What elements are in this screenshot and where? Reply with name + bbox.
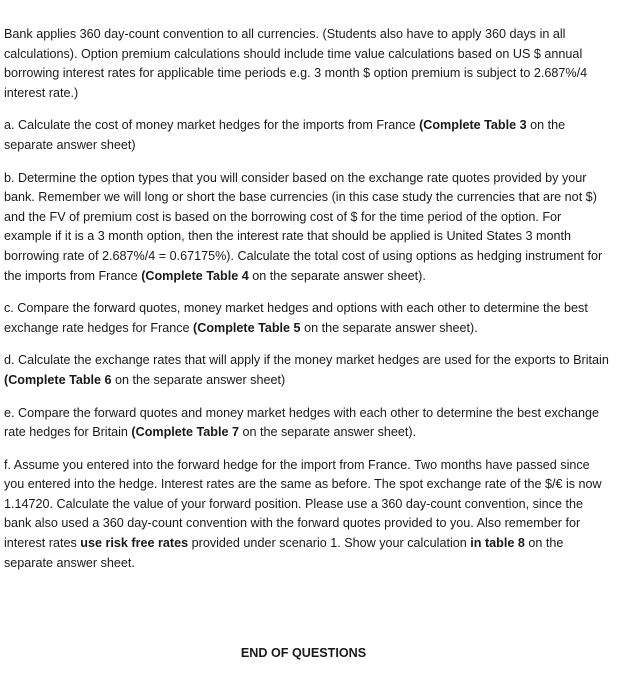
- question-d-text: d. Calculate the exchange rates that will apply if the money market hedges are used for the exports to Britain: [4, 353, 609, 368]
- question-f: [4, 456, 610, 574]
- question-f-emphasis-rates: use risk free rates: [80, 536, 189, 551]
- question-b: [4, 169, 610, 287]
- question-f-table-ref: in table 8: [470, 536, 525, 551]
- question-c: [4, 299, 610, 338]
- question-a-text: a. Calculate the cost of money market hedges for the imports from France: [4, 118, 420, 133]
- question-c-text-end: on the separate answer sheet).: [300, 320, 478, 335]
- intro-paragraph: [4, 25, 610, 103]
- question-d-text-end: on the separate answer sheet): [111, 372, 286, 387]
- question-d-table-ref: (Complete Table 6: [4, 372, 112, 387]
- question-b-table-ref: (Complete Table 4: [141, 268, 249, 283]
- intro-text: Bank applies 360 day-count convention to all currencies. (Students also have to apply 360 days in all calculations). Option premium calculations should include time value calculations based on US $ annual borrowing interest rates for applicable time periods e.g. 3 month $ option premium is subject to 2.687%/4 interest rate.): [4, 27, 588, 100]
- question-e-table-ref: (Complete Table 7: [131, 425, 239, 440]
- question-f-text-end: on the separate answer sheet.: [4, 536, 564, 570]
- end-of-questions-heading: END OF QUESTIONS: [240, 646, 367, 660]
- question-b-text: b. Determine the option types that you will consider based on the exchange rate quotes provided by your bank. Remember we will long or short the base currencies (in this case study the currencies that are not $) and the FV of premium cost is based on the borrowing cost of $ for the time period of the option. For example if it is a 3 month option, then the interest rate that should be applied is United States 3 month borrowing rate of 2.687%/4 = 0.67175%). Calculate the total cost of using options as hedging instrument for the imports from France: [4, 170, 603, 283]
- question-e-text: e. Compare the forward quotes and money market hedges with each other to determine the best exchange rate hedges for Britain: [4, 405, 600, 440]
- question-f-text: f. Assume you entered into the forward hedge for the import from France. Two months have passed since you entered into the hedge. Interest rates are the same as before. The spot exchange rate of the $/€ is now 1.14720. Calculate the value of your forward position. Please use a 360 day-count convention, since the bank also used a 360 day-count convention with the forward quotes provided to you. Also remember for interest rates: [4, 457, 602, 551]
- question-e: [4, 404, 610, 443]
- question-f-text-middle: provided under scenario 1. Show your calculation: [188, 536, 471, 551]
- question-e-text-end: on the separate answer sheet).: [238, 425, 417, 440]
- question-a-table-ref: (Complete Table 3: [419, 118, 527, 133]
- question-a: [4, 116, 610, 155]
- question-a-text-end: on the separate answer sheet): [4, 118, 566, 152]
- document-body: [4, 25, 610, 586]
- question-c-table-ref: (Complete Table 5: [193, 320, 301, 335]
- question-b-text-end: on the separate answer sheet).: [248, 268, 426, 283]
- question-d: [4, 351, 610, 390]
- question-c-text: c. Compare the forward quotes, money market hedges and options with each other to determine the best exchange rate hedges for France: [4, 301, 588, 335]
